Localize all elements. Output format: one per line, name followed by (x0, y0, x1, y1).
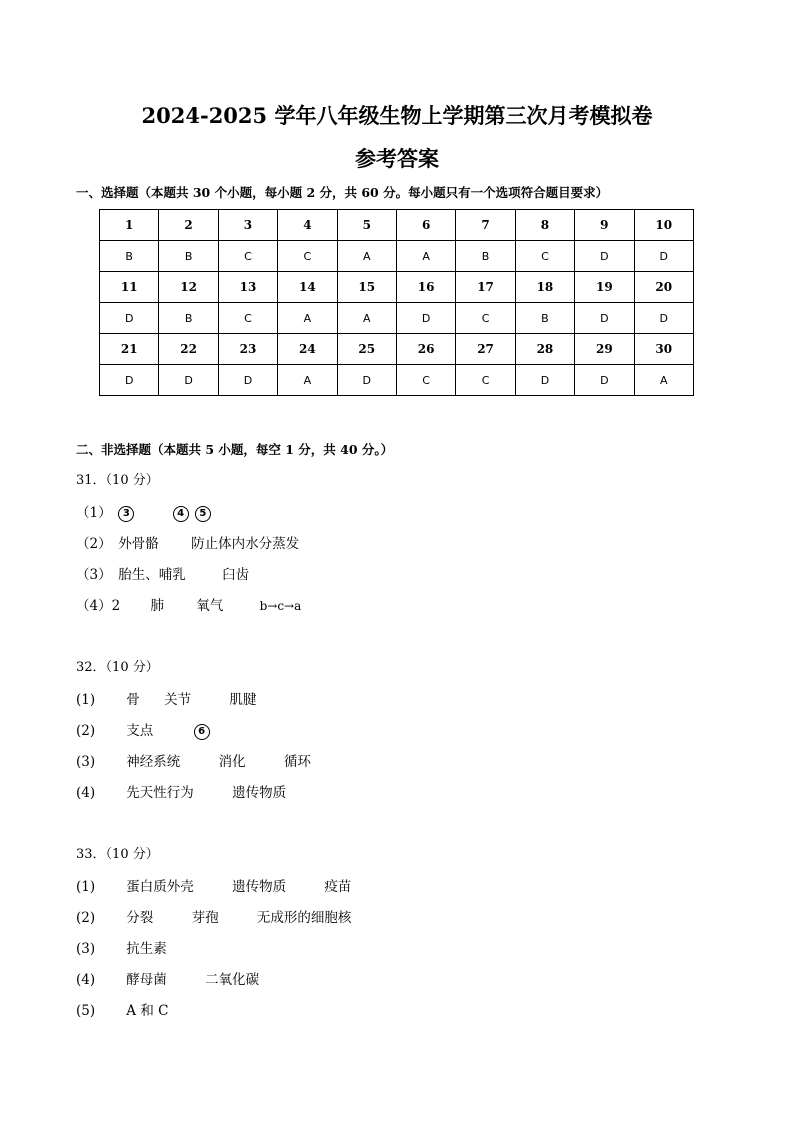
table-cell: 6 (396, 210, 455, 241)
table-cell: B (159, 241, 218, 272)
q31-answer-line-3 (76, 565, 249, 585)
table-cell: 2 (159, 210, 218, 241)
table-cell: D (575, 365, 634, 396)
table-cell: C (218, 241, 277, 272)
q33-answer-line-4 (76, 970, 259, 990)
table-cell: A (634, 365, 693, 396)
answer-text: 臼齿 (222, 567, 250, 583)
answer-label: (3) (76, 754, 96, 770)
table-cell: D (575, 241, 634, 272)
table-cell: 19 (575, 272, 634, 303)
table-cell: 22 (159, 334, 218, 365)
table-cell: 27 (456, 334, 515, 365)
answer-text: 酵母菌 (126, 972, 167, 988)
table-cell: D (159, 365, 218, 396)
table-cell: A (337, 241, 396, 272)
question-31-header: 31．（10 分） (76, 473, 159, 488)
table-cell: 1 (100, 210, 159, 241)
table-cell: 4 (278, 210, 337, 241)
answer-text: 分裂 (126, 910, 154, 926)
table-cell: D (337, 365, 396, 396)
table-cell: A (337, 303, 396, 334)
table-cell: 10 (634, 210, 693, 241)
answer-text: 消化 (218, 754, 246, 770)
table-cell: D (515, 365, 574, 396)
table-cell: D (575, 303, 634, 334)
table-cell: D (100, 365, 159, 396)
table-row (100, 241, 694, 272)
table-cell: 9 (575, 210, 634, 241)
table-row (100, 272, 694, 303)
q32-answer-line-1 (76, 690, 256, 710)
table-cell: B (159, 303, 218, 334)
answer-text: 芽孢 (191, 910, 219, 926)
answer-label: (4) (76, 785, 96, 801)
question-33-header: 33．（10 分） (76, 847, 159, 862)
answer-label: （1） (76, 505, 112, 521)
document-subtitle: 参考答案 (355, 146, 439, 171)
table-cell: C (396, 365, 455, 396)
table-cell: C (456, 365, 515, 396)
table-cell: 5 (337, 210, 396, 241)
table-row (100, 365, 694, 396)
answer-label: (1) (76, 879, 96, 895)
table-cell: D (218, 365, 277, 396)
answer-label: （3） (76, 567, 112, 583)
circled-number: 3 (118, 506, 134, 522)
table-cell: 17 (456, 272, 515, 303)
table-cell: 14 (278, 272, 337, 303)
answer-label: (3) (76, 941, 96, 957)
answer-label: （2） (76, 536, 112, 552)
q31-answer-line-2 (76, 534, 299, 554)
table-cell: A (278, 365, 337, 396)
table-cell: 24 (278, 334, 337, 365)
q31-answer-line-4 (76, 596, 301, 616)
q33-answer-line-2 (76, 908, 351, 928)
table-cell: 13 (218, 272, 277, 303)
q33-answer-line-3 (76, 939, 167, 959)
answer-text: 支点 (126, 723, 154, 739)
answer-text: 氧气 (196, 598, 224, 614)
answer-text: 二氧化碳 (205, 972, 260, 988)
table-cell: B (456, 241, 515, 272)
circled-number: 4 (173, 506, 189, 522)
answer-text: 外骨骼 (118, 536, 159, 552)
answer-label: (2) (76, 723, 96, 739)
q33-answer-line-1 (76, 877, 351, 897)
table-cell: 12 (159, 272, 218, 303)
document-title: 2024-2025 学年八年级生物上学期第三次月考模拟卷 (141, 103, 653, 128)
table-cell: D (100, 303, 159, 334)
circled-number: 5 (195, 506, 211, 522)
table-cell: 21 (100, 334, 159, 365)
table-cell: 16 (396, 272, 455, 303)
table-cell: 11 (100, 272, 159, 303)
table-cell: D (634, 241, 693, 272)
section-1-heading: 一、选择题（本题共 30 个小题，每小题 2 分，共 60 分。每小题只有一个选项符合题目要求） (76, 185, 609, 200)
answer-text: 肌腱 (229, 692, 257, 708)
table-cell: 3 (218, 210, 277, 241)
table-cell: 18 (515, 272, 574, 303)
table-cell: C (278, 241, 337, 272)
answer-text: 疫苗 (324, 879, 352, 895)
answer-text: 神经系统 (126, 754, 181, 770)
table-cell: 28 (515, 334, 574, 365)
table-cell: 15 (337, 272, 396, 303)
table-cell: D (396, 303, 455, 334)
answer-text: b→c→a (259, 599, 302, 613)
table-cell: 29 (575, 334, 634, 365)
table-row (100, 334, 694, 365)
answer-text: 防止体内水分蒸发 (191, 536, 300, 552)
q33-answer-line-5 (76, 1001, 168, 1021)
answer-text: 骨 (126, 692, 140, 708)
table-cell: 23 (218, 334, 277, 365)
answer-text: 遗传物质 (232, 785, 287, 801)
table-cell: A (396, 241, 455, 272)
q31-answer-line-1 (76, 503, 211, 523)
answer-label: (5) (76, 1003, 96, 1019)
answer-label: (1) (76, 692, 96, 708)
table-cell: 20 (634, 272, 693, 303)
answer-text: A 和 C (126, 1003, 169, 1019)
answer-text: 无成形的细胞核 (256, 910, 352, 926)
table-cell: 26 (396, 334, 455, 365)
table-cell: 25 (337, 334, 396, 365)
section-2-heading: 二、非选择题（本题共 5 小题，每空 1 分，共 40 分。） (76, 442, 394, 457)
table-cell: 30 (634, 334, 693, 365)
q32-answer-line-2 (76, 721, 210, 741)
table-cell: D (634, 303, 693, 334)
answer-text: 关节 (164, 692, 192, 708)
answer-text: 肺 (150, 598, 164, 614)
answer-text: 抗生素 (126, 941, 167, 957)
table-cell: A (278, 303, 337, 334)
q32-answer-line-4 (76, 783, 286, 803)
circled-number: 6 (194, 724, 210, 740)
table-cell: C (218, 303, 277, 334)
table-cell: 8 (515, 210, 574, 241)
answer-label: （4）2 (76, 598, 121, 614)
answer-text: 遗传物质 (232, 879, 287, 895)
table-cell: B (515, 303, 574, 334)
answer-text: 循环 (283, 754, 311, 770)
table-row (100, 303, 694, 334)
answer-label: (4) (76, 972, 96, 988)
answer-text: 先天性行为 (126, 785, 194, 801)
answer-text: 蛋白质外壳 (126, 879, 194, 895)
table-row (100, 210, 694, 241)
table-cell: C (515, 241, 574, 272)
table-cell: B (100, 241, 159, 272)
table-cell: C (456, 303, 515, 334)
question-32-header: 32．（10 分） (76, 660, 159, 675)
q32-answer-line-3 (76, 752, 311, 772)
answer-text: 胎生、哺乳 (118, 567, 186, 583)
answer-label: (2) (76, 910, 96, 926)
table-cell: 7 (456, 210, 515, 241)
answer-table (99, 209, 694, 396)
